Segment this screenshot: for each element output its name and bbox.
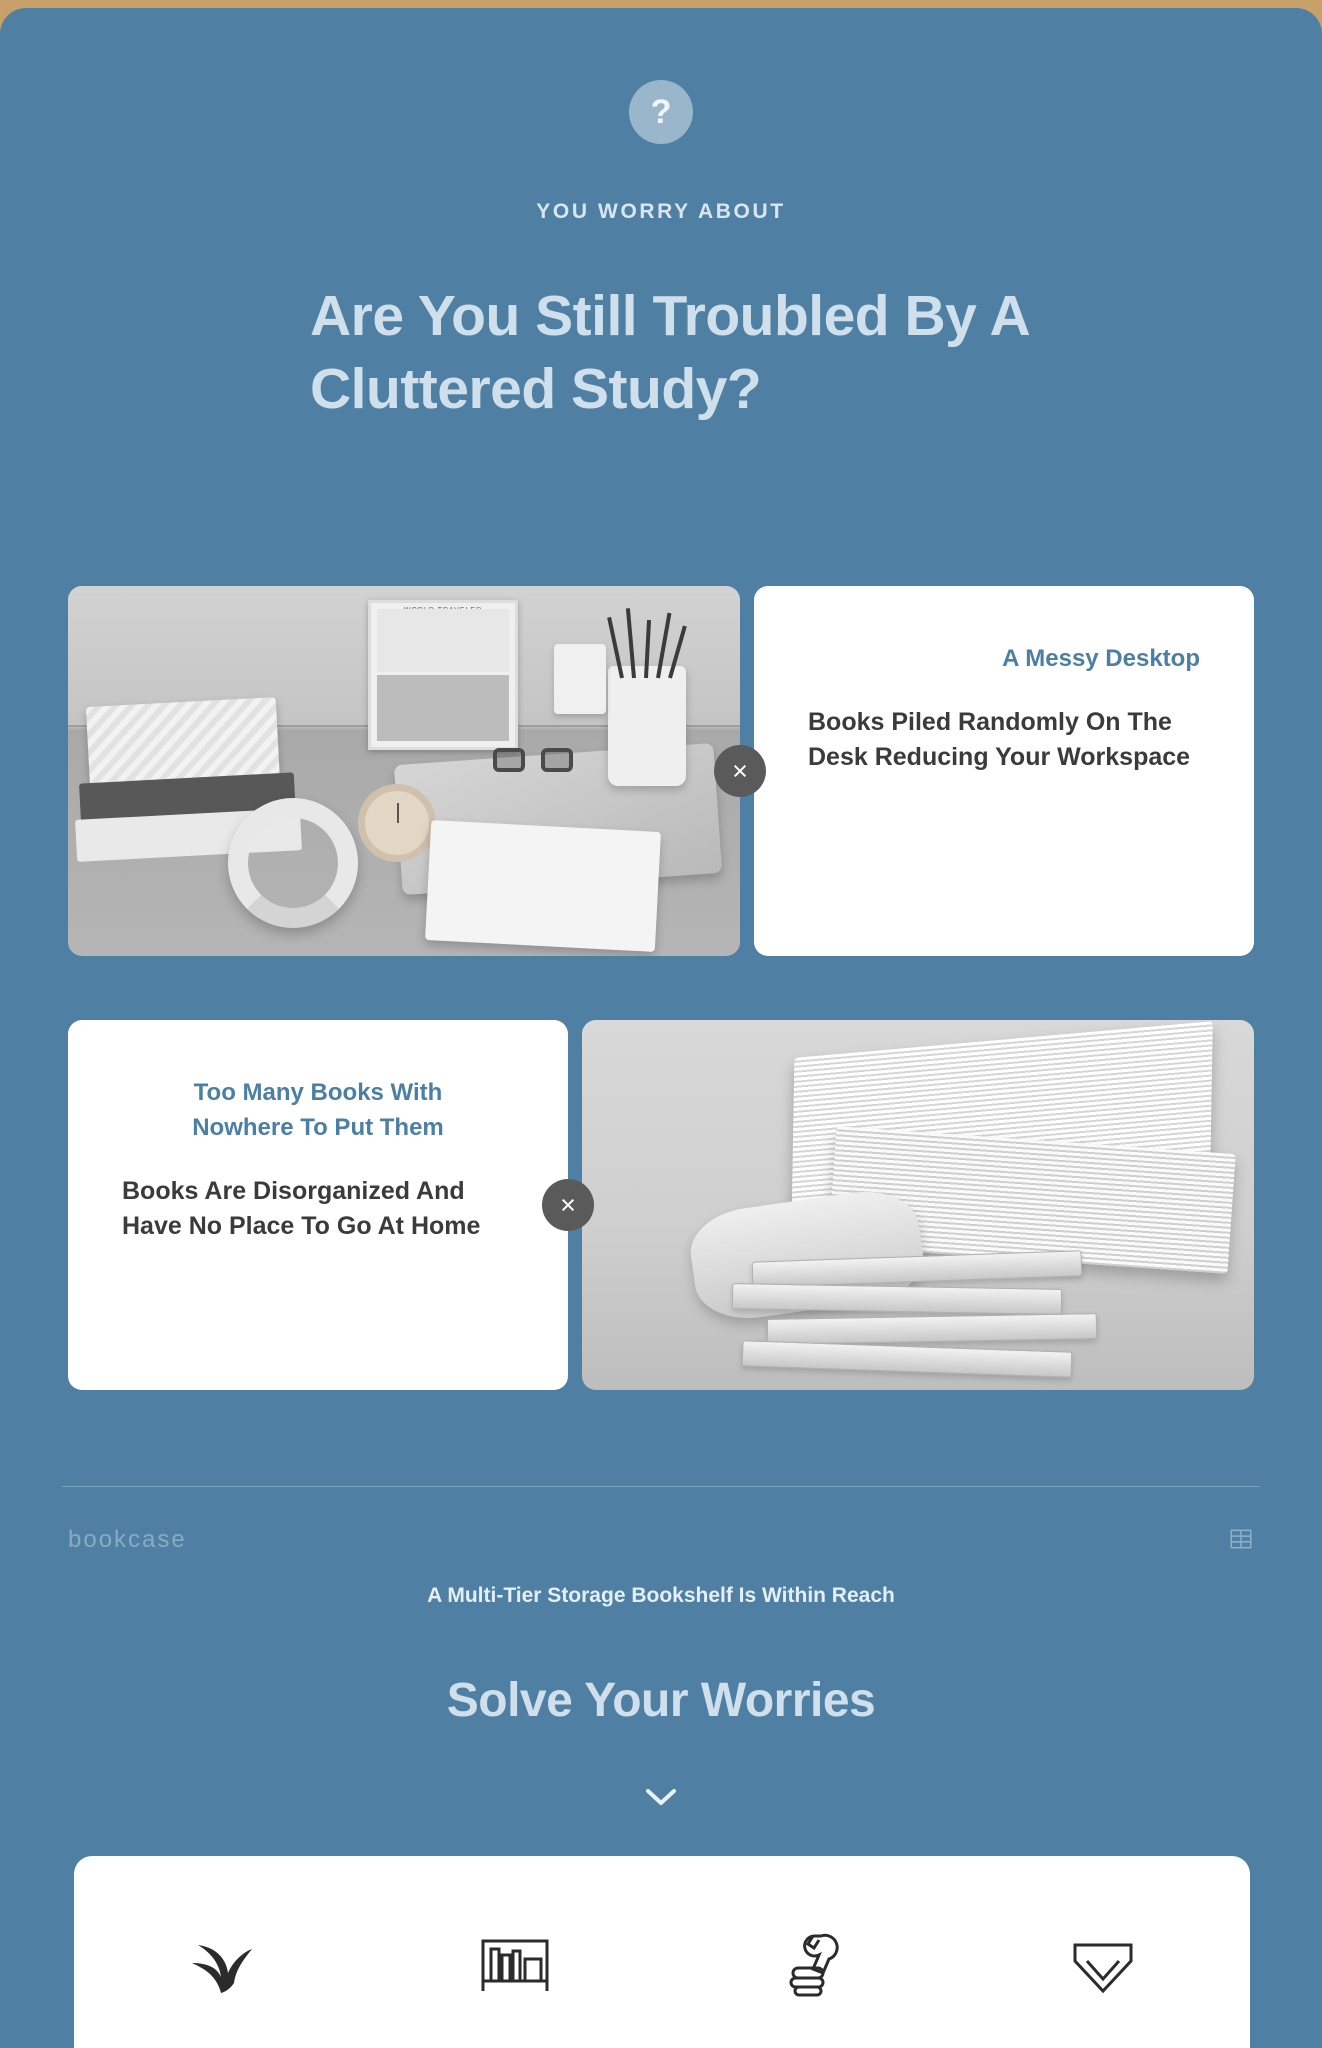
leaf-icon	[186, 1933, 256, 1997]
feature-item-quality[interactable]	[956, 1856, 1250, 2048]
chevron-down-icon	[644, 1786, 678, 1808]
promo-page	[0, 8, 1322, 2048]
feature-strip	[74, 1856, 1250, 2048]
diamond-icon	[1067, 1933, 1139, 1997]
problem-row-2	[68, 1020, 1254, 1390]
messy-desk-photo	[68, 586, 740, 956]
problem-card-1	[754, 586, 1254, 956]
eyebrow-text: YOU WORRY ABOUT	[536, 200, 786, 223]
problem-description-2: Books Are Disorganized And Have No Place To Go At Home	[122, 1176, 481, 1241]
problem-marker-1: ×	[714, 745, 766, 797]
question-mark-icon: ?	[629, 80, 693, 144]
stacked-books-photo	[582, 1020, 1254, 1390]
feature-item-bookshelf[interactable]	[368, 1856, 662, 2048]
teaser-text: A Multi-Tier Storage Bookshelf Is Within Reach	[427, 1584, 895, 1607]
problem-card-2	[68, 1020, 568, 1390]
problem-subtitle-1: A Messy Desktop	[1002, 645, 1200, 672]
section-divider	[62, 1486, 1260, 1487]
feature-item-tool[interactable]	[662, 1856, 956, 2048]
grid-icon	[1228, 1526, 1254, 1552]
solve-title: Solve Your Worries	[446, 1674, 876, 1727]
page-title: Are You Still Troubled By A Cluttered Study?	[310, 284, 1029, 421]
problem-marker-2: ×	[542, 1179, 594, 1231]
wrench-hand-icon	[779, 1932, 839, 1998]
brand-name: bookcase	[68, 1526, 187, 1553]
problem-description-1: Books Piled Randomly On The Desk Reducing Your Workspace	[808, 707, 1191, 772]
bookshelf-icon	[477, 1933, 553, 1997]
problem-row-1	[68, 586, 1254, 956]
problem-subtitle-2: Too Many Books With Nowhere To Put Them	[192, 1079, 444, 1141]
feature-item-leaf[interactable]	[74, 1856, 368, 2048]
